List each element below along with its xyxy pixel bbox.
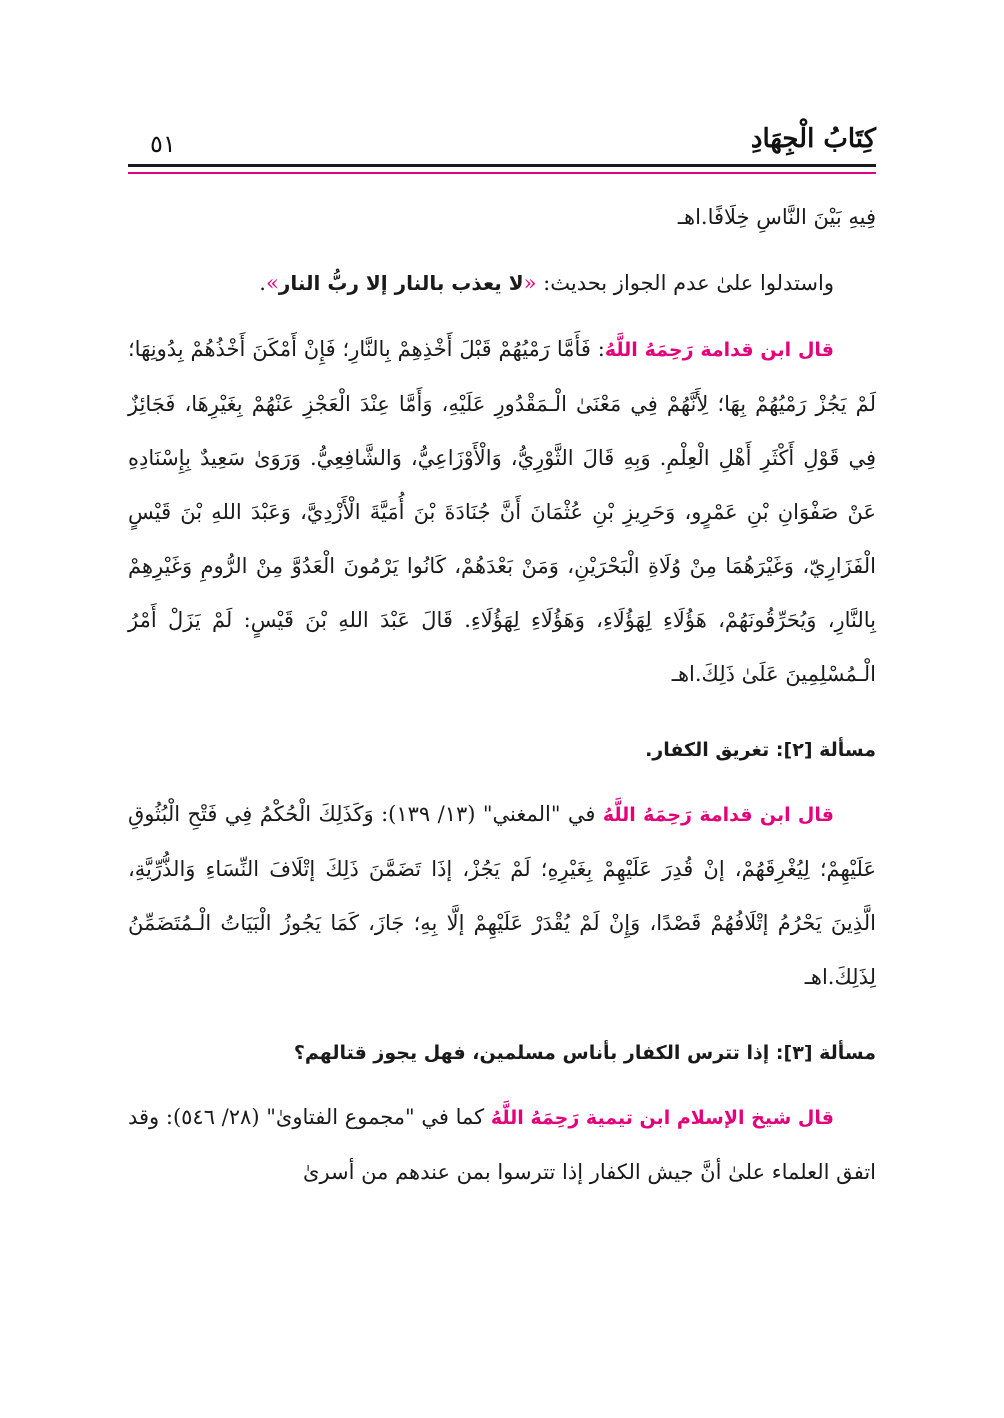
quote-close-mark: » <box>265 271 279 295</box>
ref-volume-page: (١٣/ ١٣٩): <box>373 802 483 826</box>
body-content <box>128 190 876 1199</box>
book-title: كِتَابُ الْجِهَادِ <box>750 124 876 154</box>
quote-text: وقد اتفق العلماء علىٰ أنَّ جيش الكفار إذا تترسوا بمن عندهم من أسرىٰ <box>128 1105 876 1184</box>
paragraph-evidence <box>128 256 876 310</box>
paragraph-text: فِيهِ بَيْنَ النَّاسِ خِلَافًا.اهـ <box>677 205 876 229</box>
header-rule-thick <box>128 164 876 167</box>
evidence-end: . <box>259 271 266 295</box>
speaker-ibn-taymiyya: قال شيخ الإسلام ابن تيمية رَحِمَهُ اللَّهُ <box>490 1107 834 1129</box>
book-reference: "مجموع الفتاوىٰ" <box>266 1105 415 1129</box>
paragraph-ibn-taymiyya <box>128 1090 876 1199</box>
issue-title: إذا تترس الكفار بأناس مسلمين، فهل يجوز قتالهم؟ <box>293 1042 770 1064</box>
speaker-ibn-qudama: قال ابن قدامة رَحِمَهُ اللَّهُ <box>604 339 834 361</box>
ref-volume-page: (٢٨/ ٥٤٦): <box>159 1105 267 1129</box>
book-reference: "المغني" <box>482 802 561 826</box>
speaker-ibn-qudama: قال ابن قدامة رَحِمَهُ اللَّهُ <box>602 804 834 826</box>
issue-title: تغريق الكفار. <box>645 739 770 761</box>
hadith-text: لا يعذب بالنار إلا ربُّ النار <box>278 271 524 295</box>
paragraph-ibn-qudama-fire <box>128 322 876 701</box>
issue-heading-2 <box>128 725 876 775</box>
issue-heading-3 <box>128 1028 876 1078</box>
page-header <box>128 118 876 168</box>
quote-open-mark: « <box>523 271 537 295</box>
quote-text: : فَأَمَّا رَمْيُهُمْ قَبْلَ أَخْذِهِمْ بِالنَّارِ؛ فَإِنْ أَمْكَنَ أَخْذُهُمْ بِدُونِهَا؛ لَمْ يَجُزْ رَمْيُهُمْ بِهَا؛ لِأَنَّهُمْ فِي مَعْنَىٰ الْـمَقْدُورِ عَلَيْهِ، وَأَمَّا عِنْدَ الْعَجْزِ عَنْهُمْ بِغَيْرِهَا، فَجَائِزٌ فِي قَوْلِ أَكْثَرِ أَهْلِ الْعِلْمِ. وَبِهِ قَالَ الثَّوْرِيُّ، وَالْأَوْزَاعِيُّ، وَالشَّافِعِيُّ. وَرَوَىٰ سَعِيدٌ بِإِسْنَادِهِ عَنْ صَفْوَانِ بْنِ عَمْرٍو، وَحَرِيزِ بْنِ عُثْمَانَ أَنَّ جُنَادَةَ بْنَ أُمَيَّةَ الْأَزْدِيَّ، وَعَبْدَ اللهِ بْنَ قَيْسٍ الْفَزَارِيّ، وَغَيْرَهُمَا مِنْ وُلَاةِ الْبَحْرَيْنِ، وَمَنْ بَعْدَهُمْ، كَانُوا يَرْمُونَ الْعَدُوَّ مِنْ الرُّومِ وَغَيْرِهِمْ بِالنَّارِ، وَيُحَرِّقُونَهُمْ، هَؤُلَاءِ لِهَؤُلَاءِ، وَهَؤُلَاءِ لِهَؤُلَاءِ. قَالَ عَبْدَ اللهِ بْنَ قَيْسٍ: لَمْ يَزَلْ أَمْرُ الْـمُسْلِمِينَ عَلَىٰ ذَلِكَ.اهـ <box>128 337 876 686</box>
header-rule-accent <box>128 172 876 174</box>
paragraph-ibn-qudama-drowning <box>128 787 876 1004</box>
page <box>128 118 876 1199</box>
evidence-intro: واستدلوا علىٰ عدم الجواز بحديث: <box>536 271 834 295</box>
paragraph-continuation <box>128 190 876 244</box>
page-number: ٥١ <box>150 130 176 158</box>
issue-label: مسألة [٢]: <box>769 739 876 761</box>
ref-prefix: في <box>560 802 603 826</box>
quote-text: وَكَذَلِكَ الْحُكْمُ فِي فَتْحِ الْبُثُوقِ عَلَيْهِمْ؛ لِيُغْرِقَهُمْ، إنْ قُدِرَ عَلَيْهِمْ بِغَيْرِهِ؛ لَمْ يَجُزْ، إذَا تَضَمَّنَ ذَلِكَ إتْلَافَ النِّسَاءِ وَالذُّرِّيَّةِ، الَّذِينَ يَحْرُمُ إتْلَافُهُمْ قَصْدًا، وَإِنْ لَمْ يُقْدَرْ عَلَيْهِمْ إلَّا بِهِ؛ جَازَ، كَمَا يَجُوزُ الْبَيَاتُ الْـمُتَضَمِّنُ لِذَلِكَ.اهـ <box>128 802 876 989</box>
issue-label: مسألة [٣]: <box>769 1042 876 1064</box>
ref-prefix: كما في <box>414 1105 491 1129</box>
